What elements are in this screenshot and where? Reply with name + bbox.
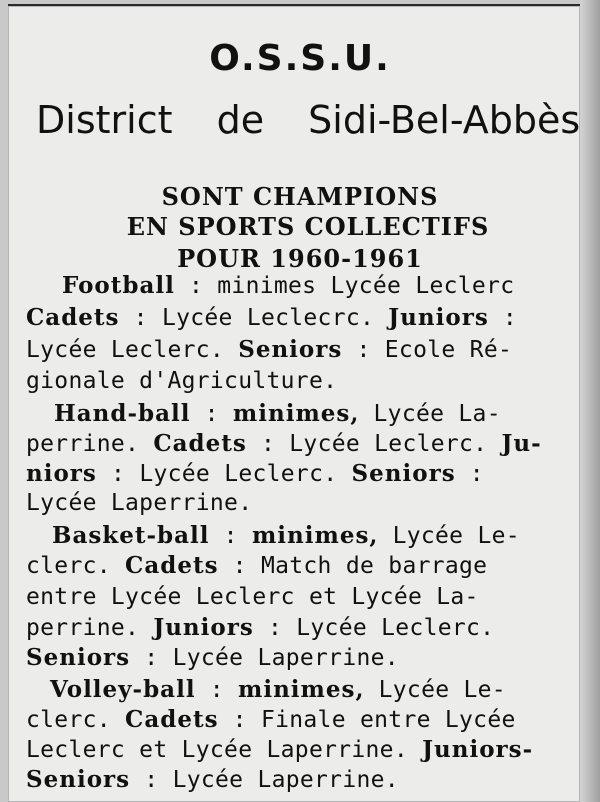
volleyball-line-2 [26, 706, 576, 733]
basketball-text-2: Lycée Le- [378, 523, 520, 549]
handball-text-4: : Lycée Leclerc. [246, 431, 502, 457]
volleyball-text-2: Lycée Le- [364, 677, 506, 703]
category-seniors: Seniors [26, 644, 131, 671]
football-text-2: : Lycée Leclecrc. [119, 305, 389, 331]
organization-title: O.S.S.U. [209, 38, 391, 79]
category-seniors: Seniors [26, 766, 131, 793]
sport-label-basketball: Basket-ball [52, 522, 210, 549]
football-text-5: : Ecole Ré- [342, 337, 513, 363]
volleyball-line-1 [50, 676, 600, 703]
handball-line-1 [54, 400, 600, 427]
category-minimes: minimes, [232, 400, 360, 427]
district-title: District de Sidi-Bel-Abbès [36, 98, 581, 142]
handball-line-4 [26, 490, 576, 516]
football-text-1: : minimes Lycée Leclerc [174, 273, 515, 299]
headline-line-3: POUR 1960-1961 [177, 244, 423, 273]
category-cadets: Cadets [125, 706, 219, 733]
basketball-text-4: : Match de barrage [218, 553, 488, 579]
category-seniors: Seniors [238, 336, 343, 363]
category-seniors: Seniors [351, 460, 456, 487]
basketball-text-8: : Lycée Laperrine. [130, 645, 399, 671]
category-juniors: Ju- [501, 430, 542, 457]
volleyball-text-3: clerc. [26, 707, 126, 733]
category-juniors: Juniors [388, 304, 489, 331]
handball-text-6: : [455, 461, 484, 487]
football-line-1 [62, 272, 600, 299]
basketball-line-4 [26, 614, 576, 641]
football-text-4: Lycée Leclerc. [26, 337, 239, 363]
basketball-line-5 [26, 644, 576, 671]
category-minimes: minimes, [238, 676, 365, 703]
category-cadets: Cadets [26, 304, 120, 331]
sport-label-football: Football [62, 272, 175, 299]
basketball-text-6: perrine. [26, 615, 154, 641]
basketball-text-5: entre Lycée Leclerc et Lycée La- [26, 584, 479, 610]
headline-line-2: EN SPORTS COLLECTIFS [126, 212, 490, 241]
basketball-text-1: : [209, 523, 252, 549]
football-text-6: gionale d'Agriculture. [26, 368, 338, 394]
volleyball-text-4: : Finale entre Lycée [218, 707, 516, 733]
category-juniors-seniors: Juniors- [422, 736, 534, 763]
basketball-line-2 [26, 552, 576, 579]
category-juniors: Juniors [153, 614, 254, 641]
top-rule [8, 4, 580, 6]
volleyball-text-1: : [195, 677, 239, 703]
basketball-line-3 [26, 584, 576, 610]
basketball-text-3: clerc. [26, 553, 126, 579]
basketball-text-7: : Lycée Leclerc. [253, 615, 495, 641]
sport-label-volleyball: Volley-ball [50, 676, 196, 703]
handball-text-7: Lycée Laperrine. [26, 490, 253, 516]
handball-text-3: perrine. [26, 431, 154, 457]
handball-text-2: Lycée La- [359, 401, 501, 427]
handball-line-2 [26, 430, 576, 457]
sport-label-handball: Hand-ball [54, 400, 191, 427]
category-cadets: Cadets [153, 430, 247, 457]
volleyball-line-4 [26, 766, 576, 793]
football-text-3: : [488, 305, 518, 331]
football-line-2 [26, 304, 576, 331]
volleyball-text-6: : Lycée Laperrine. [130, 767, 399, 793]
basketball-line-1 [52, 522, 600, 549]
volleyball-text-5: Leclerc et Lycée Laperrine. [26, 737, 423, 763]
handball-line-3 [26, 460, 576, 487]
category-minimes: minimes, [251, 522, 379, 549]
volleyball-line-3 [26, 736, 576, 763]
headline-line-1: SONT CHAMPIONS [161, 182, 439, 211]
football-line-3 [26, 336, 576, 363]
category-juniors: niors [26, 460, 97, 487]
category-cadets: Cadets [125, 552, 219, 579]
football-line-4 [26, 368, 576, 394]
handball-text-5: : Lycée Leclerc. [96, 461, 352, 487]
handball-text-1: : [190, 401, 233, 427]
